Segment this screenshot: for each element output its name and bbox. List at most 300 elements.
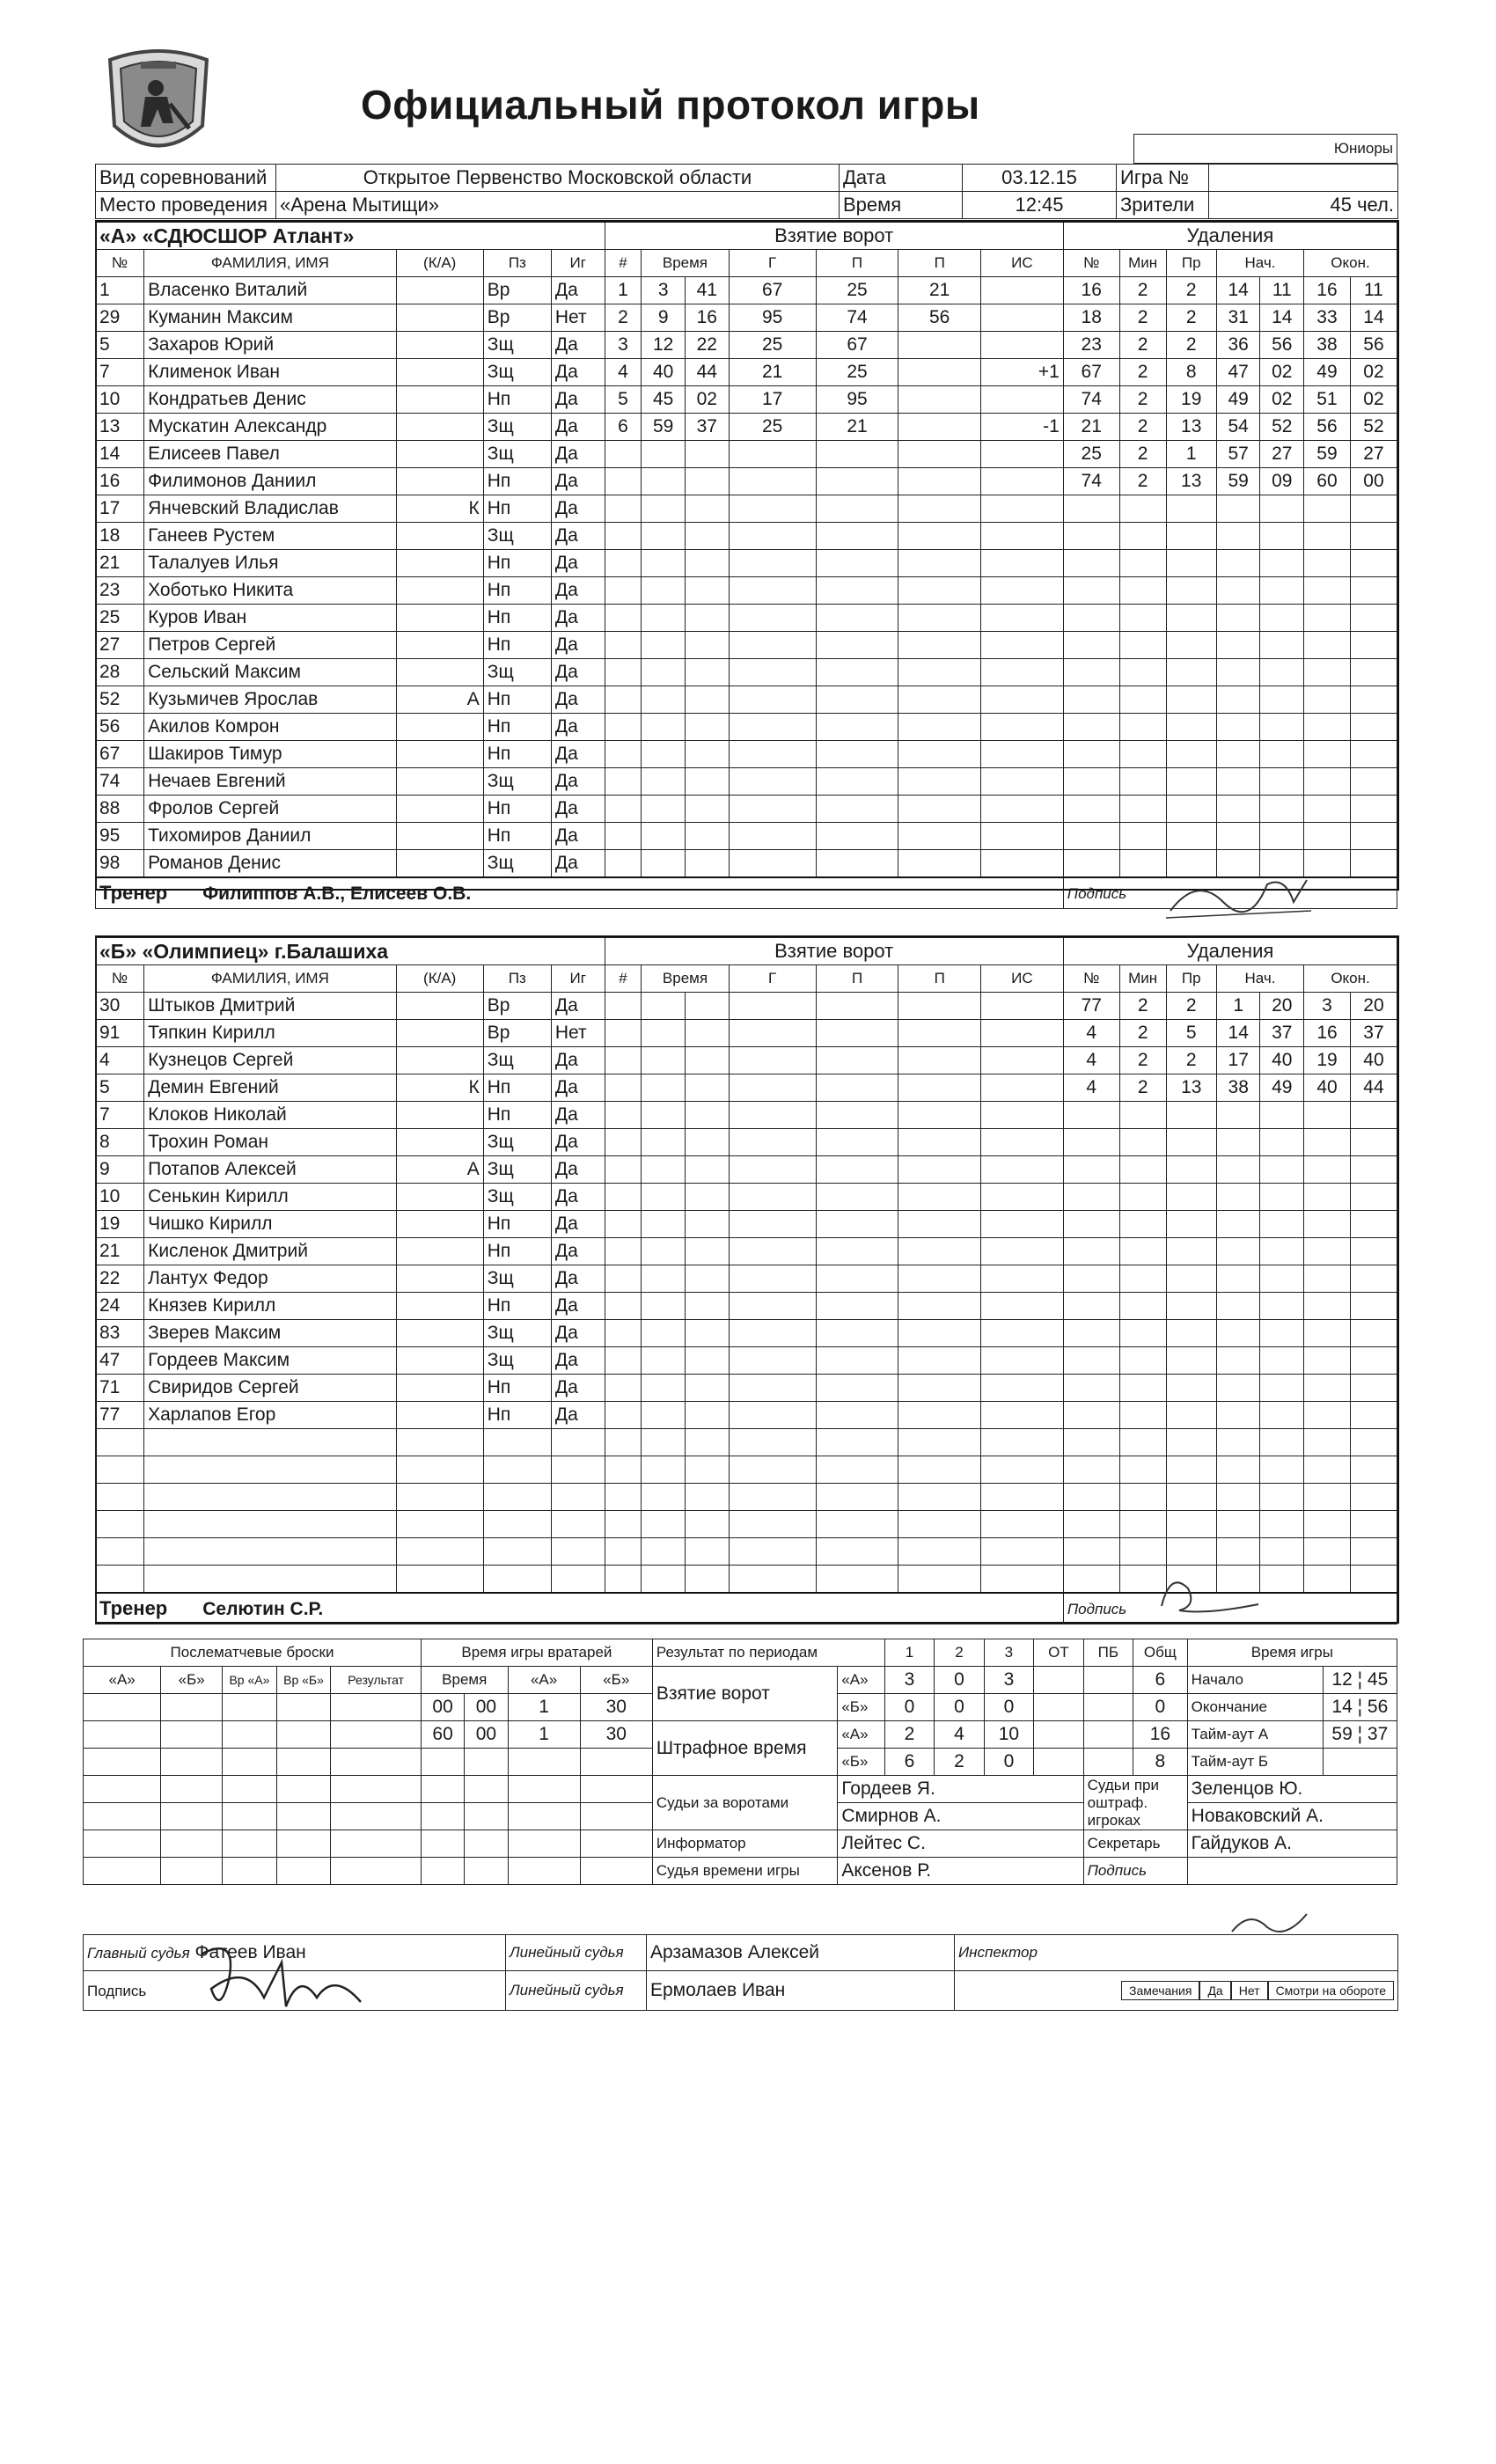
penalty-start-sec: 20 xyxy=(1260,993,1304,1020)
teamB-row xyxy=(96,1047,1397,1074)
empty-cell xyxy=(816,550,898,577)
empty-cell xyxy=(1119,768,1166,796)
pim-team-b-label: «Б» xyxy=(838,1749,884,1776)
empty-cell xyxy=(685,1375,729,1402)
empty-cell xyxy=(483,1456,551,1484)
penalty-judge-1: Зеленцов Ю. xyxy=(1187,1776,1397,1803)
pim-a-p2: 4 xyxy=(935,1721,984,1749)
player-position: Нп xyxy=(483,386,551,414)
player-role xyxy=(396,1238,483,1265)
empty-cell xyxy=(816,1211,898,1238)
remarks-yes[interactable]: Да xyxy=(1199,1981,1230,2000)
teamA-row xyxy=(96,277,1397,304)
player-name: Свиридов Сергей xyxy=(144,1375,397,1402)
empty-cell xyxy=(1166,523,1216,550)
empty-cell xyxy=(816,1020,898,1047)
empty-cell xyxy=(605,577,642,605)
player-name: Чишко Кирилл xyxy=(144,1211,397,1238)
empty-cell xyxy=(685,686,729,714)
empty-cell xyxy=(1166,1156,1216,1184)
empty-cell xyxy=(981,1238,1064,1265)
goal-minute: 59 xyxy=(642,414,686,441)
goal-second: 16 xyxy=(685,304,729,332)
empty-cell xyxy=(981,1129,1064,1156)
player-position: Нп xyxy=(483,495,551,523)
empty-cell xyxy=(729,850,816,878)
player-role xyxy=(396,823,483,850)
penalty-reason: 2 xyxy=(1166,332,1216,359)
empty-cell xyxy=(685,850,729,878)
main-ref: Фатеев Иван xyxy=(194,1942,306,1962)
teamA-header-g_p1: П xyxy=(816,250,898,277)
shootout-title: Послематчевые броски xyxy=(84,1639,422,1667)
goal-scorer: 17 xyxy=(729,386,816,414)
player-role xyxy=(396,1184,483,1211)
goalie-time-header: Время xyxy=(421,1667,508,1694)
empty-cell xyxy=(642,1538,686,1566)
empty-cell xyxy=(1216,605,1260,632)
empty-cell xyxy=(685,768,729,796)
empty-cell xyxy=(144,1538,397,1566)
goal-assist-1: 25 xyxy=(816,277,898,304)
player-position: Нп xyxy=(483,796,551,823)
player-role xyxy=(396,1102,483,1129)
shootout-vr-b-header: Вр «Б» xyxy=(276,1667,331,1694)
empty-cell xyxy=(685,1484,729,1511)
player-name: Кузнецов Сергей xyxy=(144,1047,397,1074)
see-back: Смотри на обороте xyxy=(1268,1981,1394,2000)
empty-cell xyxy=(1063,850,1119,878)
empty-cell xyxy=(898,1265,981,1293)
penalty-minutes: 2 xyxy=(1119,1047,1166,1074)
empty-cell xyxy=(1350,1402,1397,1429)
teamA-row xyxy=(96,741,1397,768)
coach-b-signature xyxy=(1144,1562,1267,1624)
empty-cell xyxy=(605,659,642,686)
empty-cell xyxy=(1166,577,1216,605)
player-role: А xyxy=(396,686,483,714)
empty-cell xyxy=(1304,1538,1351,1566)
player-role xyxy=(396,714,483,741)
empty-cell xyxy=(605,850,642,878)
empty-cell xyxy=(981,659,1064,686)
empty-cell xyxy=(605,605,642,632)
player-role xyxy=(396,523,483,550)
player-position: Нп xyxy=(483,468,551,495)
empty-cell xyxy=(981,1156,1064,1184)
penalty-minutes: 2 xyxy=(1119,386,1166,414)
empty-cell xyxy=(729,1211,816,1238)
empty-cell xyxy=(685,1129,729,1156)
empty-cell xyxy=(96,1566,144,1594)
empty-cell xyxy=(1119,1456,1166,1484)
empty-cell xyxy=(816,686,898,714)
date-label: Дата xyxy=(840,165,963,192)
pim-team-a-label: «А» xyxy=(838,1721,884,1749)
teamB-header-ka: (К/А) xyxy=(396,965,483,993)
penalty-start-sec: 27 xyxy=(1260,441,1304,468)
player-role xyxy=(396,386,483,414)
empty-cell xyxy=(1304,1375,1351,1402)
player-position: Зщ xyxy=(483,332,551,359)
teamA-row xyxy=(96,768,1397,796)
player-number: 7 xyxy=(96,359,144,386)
empty-cell xyxy=(144,1566,397,1594)
teamB-row xyxy=(96,1211,1397,1238)
empty-cell xyxy=(605,632,642,659)
empty-cell xyxy=(1304,1402,1351,1429)
empty-cell xyxy=(1119,1402,1166,1429)
empty-cell xyxy=(1166,796,1216,823)
empty-cell xyxy=(1119,659,1166,686)
empty-cell xyxy=(898,1129,981,1156)
empty-cell xyxy=(981,796,1064,823)
empty-cell xyxy=(729,1320,816,1347)
empty-cell xyxy=(898,1402,981,1429)
empty-cell xyxy=(981,850,1064,878)
empty-cell xyxy=(605,1156,642,1184)
player-position: Нп xyxy=(483,605,551,632)
empty-cell xyxy=(1119,796,1166,823)
goal-scorer: 25 xyxy=(729,332,816,359)
empty-cell xyxy=(1350,768,1397,796)
time-label: Время xyxy=(840,192,963,219)
empty-cell xyxy=(1350,823,1397,850)
teamA-signature-label: Подпись xyxy=(1067,885,1127,902)
penalty-reason: 2 xyxy=(1166,1047,1216,1074)
secretary: Гайдуков А. xyxy=(1187,1830,1397,1858)
empty-cell xyxy=(898,1456,981,1484)
empty-cell xyxy=(144,1484,397,1511)
empty-cell xyxy=(1260,1293,1304,1320)
player-position: Нп xyxy=(483,1293,551,1320)
empty-cell xyxy=(1260,659,1304,686)
player-role xyxy=(396,1320,483,1347)
player-position: Нп xyxy=(483,1102,551,1129)
goals-team-a-label: «А» xyxy=(838,1667,884,1694)
empty-cell xyxy=(729,686,816,714)
empty-cell xyxy=(898,741,981,768)
empty-cell xyxy=(1063,1375,1119,1402)
empty-cell xyxy=(1166,1238,1216,1265)
empty-cell xyxy=(1216,796,1260,823)
empty-cell xyxy=(1350,1184,1397,1211)
empty-cell xyxy=(1063,823,1119,850)
empty-cell xyxy=(685,741,729,768)
team-a-table xyxy=(95,222,1397,909)
goals-b-p2: 0 xyxy=(935,1694,984,1721)
player-name: Елисеев Павел xyxy=(144,441,397,468)
goal-assist-2: 56 xyxy=(898,304,981,332)
main-ref-signature-label: Подпись xyxy=(87,1983,147,1999)
empty-cell xyxy=(685,495,729,523)
empty-cell xyxy=(898,993,981,1020)
empty-cell xyxy=(551,1484,605,1511)
empty-cell xyxy=(1063,1538,1119,1566)
penalty-minutes: 2 xyxy=(1119,993,1166,1020)
empty-cell xyxy=(1304,1211,1351,1238)
goal-judge-2: Смирнов А. xyxy=(838,1803,1083,1830)
pb-header: ПБ xyxy=(1083,1639,1133,1667)
player-role xyxy=(396,441,483,468)
goal-strength xyxy=(981,277,1064,304)
goal-minute: 9 xyxy=(642,304,686,332)
empty-cell xyxy=(816,523,898,550)
empty-cell xyxy=(1260,1265,1304,1293)
player-number: 4 xyxy=(96,1047,144,1074)
player-name: Гордеев Максим xyxy=(144,1347,397,1375)
penalty-end-min: 51 xyxy=(1304,386,1351,414)
empty-cell xyxy=(685,993,729,1020)
goal-minute: 45 xyxy=(642,386,686,414)
empty-cell xyxy=(1216,1320,1260,1347)
penalty-end-sec: 20 xyxy=(1350,993,1397,1020)
player-played: Да xyxy=(551,1047,605,1074)
time-value: 12:45 xyxy=(963,192,1117,219)
pim-b-p2: 2 xyxy=(935,1749,984,1776)
penalty-reason: 2 xyxy=(1166,993,1216,1020)
empty-cell xyxy=(605,1184,642,1211)
player-number: 95 xyxy=(96,823,144,850)
empty-cell xyxy=(1350,714,1397,741)
empty-cell xyxy=(1119,1293,1166,1320)
player-number: 10 xyxy=(96,1184,144,1211)
teamA-row xyxy=(96,386,1397,414)
player-position: Нп xyxy=(483,577,551,605)
player-name: Власенко Виталий xyxy=(144,277,397,304)
empty-cell xyxy=(1304,1347,1351,1375)
empty-cell xyxy=(816,1375,898,1402)
empty-cell xyxy=(1166,1429,1216,1456)
empty-cell xyxy=(605,1484,642,1511)
inspector-label: Инспектор xyxy=(955,1935,1398,1971)
teamB-row xyxy=(96,1102,1397,1129)
teamB-title: «Б» «Олимпиец» г.Балашиха xyxy=(96,938,605,965)
goal-scorer: 95 xyxy=(729,304,816,332)
empty-cell xyxy=(1350,1129,1397,1156)
penalty-start-min: 49 xyxy=(1216,386,1260,414)
empty-cell xyxy=(1260,1102,1304,1129)
teamA-header-p_pr: Пр xyxy=(1166,250,1216,277)
empty-cell xyxy=(1350,1238,1397,1265)
empty-cell xyxy=(685,1538,729,1566)
teamB-row xyxy=(96,1402,1397,1429)
start-hour: 12 xyxy=(1331,1669,1353,1690)
teamB-row xyxy=(96,1484,1397,1511)
goal-minute: 40 xyxy=(642,359,686,386)
empty-cell xyxy=(1304,1156,1351,1184)
player-name: Штыков Дмитрий xyxy=(144,993,397,1020)
empty-cell xyxy=(1304,714,1351,741)
teamB-header-no: № xyxy=(96,965,144,993)
empty-cell xyxy=(729,605,816,632)
empty-cell xyxy=(898,1238,981,1265)
goal-second: 02 xyxy=(685,386,729,414)
empty-cell xyxy=(642,659,686,686)
empty-cell xyxy=(981,993,1064,1020)
empty-cell xyxy=(1063,1184,1119,1211)
empty-cell xyxy=(1119,850,1166,878)
date-value: 03.12.15 xyxy=(963,165,1117,192)
penalty-end-sec: 56 xyxy=(1350,332,1397,359)
player-position: Зщ xyxy=(483,359,551,386)
empty-cell xyxy=(1304,1238,1351,1265)
empty-cell xyxy=(981,1265,1064,1293)
empty-cell xyxy=(605,686,642,714)
player-name: Лантух Федор xyxy=(144,1265,397,1293)
empty-cell xyxy=(1350,659,1397,686)
player-played: Да xyxy=(551,523,605,550)
empty-cell xyxy=(642,1484,686,1511)
empty-cell xyxy=(898,495,981,523)
pim-label: Штрафное время xyxy=(652,1721,837,1776)
player-role xyxy=(396,659,483,686)
player-role xyxy=(396,1375,483,1402)
teamB-header-g_p1: П xyxy=(816,965,898,993)
player-played: Да xyxy=(551,741,605,768)
empty-cell xyxy=(898,1293,981,1320)
periods-title: Результат по периодам xyxy=(652,1639,884,1667)
empty-cell xyxy=(1304,768,1351,796)
empty-cell xyxy=(729,823,816,850)
player-role xyxy=(396,605,483,632)
empty-cell xyxy=(1260,1511,1304,1538)
empty-cell xyxy=(396,1566,483,1594)
player-number: 30 xyxy=(96,993,144,1020)
remarks-no[interactable]: Нет xyxy=(1231,1981,1268,2000)
empty-cell xyxy=(1119,1484,1166,1511)
empty-cell xyxy=(1350,523,1397,550)
player-name: Тихомиров Даниил xyxy=(144,823,397,850)
player-played: Да xyxy=(551,1074,605,1102)
player-played: Да xyxy=(551,277,605,304)
player-played: Да xyxy=(551,1102,605,1129)
empty-cell xyxy=(685,441,729,468)
goal-assist-1: 74 xyxy=(816,304,898,332)
empty-cell xyxy=(1304,796,1351,823)
player-number: 23 xyxy=(96,577,144,605)
gametime-title: Время игры xyxy=(1187,1639,1397,1667)
player-played: Да xyxy=(551,1402,605,1429)
empty-cell xyxy=(1063,1211,1119,1238)
player-role xyxy=(396,993,483,1020)
penalty-reason: 13 xyxy=(1166,468,1216,495)
player-role xyxy=(396,304,483,332)
goals-a-p1: 3 xyxy=(884,1667,934,1694)
secretary-label: Секретарь xyxy=(1083,1830,1187,1858)
teamA-row xyxy=(96,714,1397,741)
teamA-header-no: № xyxy=(96,250,144,277)
empty-cell xyxy=(642,1429,686,1456)
player-role xyxy=(396,1020,483,1047)
empty-cell xyxy=(898,1347,981,1375)
player-position: Нп xyxy=(483,632,551,659)
empty-cell xyxy=(1216,823,1260,850)
penalty-start-sec: 56 xyxy=(1260,332,1304,359)
teamB-row xyxy=(96,1429,1397,1456)
teamB-row xyxy=(96,1156,1397,1184)
teamB-header-p_end: Окон. xyxy=(1304,965,1397,993)
pim-b-pb xyxy=(1083,1749,1133,1776)
empty-cell xyxy=(605,796,642,823)
empty-cell xyxy=(981,1293,1064,1320)
empty-cell xyxy=(898,823,981,850)
empty-cell xyxy=(1216,1402,1260,1429)
empty-cell xyxy=(1350,1511,1397,1538)
player-number: 5 xyxy=(96,332,144,359)
teamA-coach-name: Филиппов А.В., Елисеев О.В. xyxy=(202,884,472,904)
empty-cell xyxy=(685,577,729,605)
goal-second: 44 xyxy=(685,359,729,386)
player-position: Вр xyxy=(483,304,551,332)
empty-cell xyxy=(729,1484,816,1511)
timeout-b-label: Тайм-аут Б xyxy=(1187,1749,1323,1776)
empty-cell xyxy=(1304,1429,1351,1456)
teamB-header-g_time: Время xyxy=(642,965,729,993)
empty-cell xyxy=(685,796,729,823)
teamB-header-g_num: # xyxy=(605,965,642,993)
player-played: Да xyxy=(551,1238,605,1265)
empty-cell xyxy=(483,1429,551,1456)
penalty-end-sec: 44 xyxy=(1350,1074,1397,1102)
empty-cell xyxy=(396,1538,483,1566)
empty-cell xyxy=(1119,1184,1166,1211)
empty-cell xyxy=(816,577,898,605)
empty-cell xyxy=(898,1375,981,1402)
empty-cell xyxy=(685,1238,729,1265)
teamA-row xyxy=(96,686,1397,714)
player-position: Вр xyxy=(483,993,551,1020)
empty-cell xyxy=(605,523,642,550)
goal-number: 5 xyxy=(605,386,642,414)
empty-cell xyxy=(685,1511,729,1538)
empty-cell xyxy=(642,1511,686,1538)
player-position: Нп xyxy=(483,1074,551,1102)
teamA-row xyxy=(96,359,1397,386)
empty-cell xyxy=(729,1102,816,1129)
player-number: 8 xyxy=(96,1129,144,1156)
empty-cell xyxy=(144,1429,397,1456)
empty-cell xyxy=(1304,1566,1351,1594)
player-position: Зщ xyxy=(483,1347,551,1375)
empty-cell xyxy=(1166,1402,1216,1429)
player-number: 83 xyxy=(96,1320,144,1347)
player-number: 9 xyxy=(96,1156,144,1184)
empty-cell xyxy=(816,468,898,495)
empty-cell xyxy=(729,1238,816,1265)
teamB-header-ig: Иг xyxy=(551,965,605,993)
empty-cell xyxy=(816,495,898,523)
teamA-row xyxy=(96,550,1397,577)
penalty-end-min: 59 xyxy=(1304,441,1351,468)
penalty-start-min: 17 xyxy=(1216,1047,1260,1074)
empty-cell xyxy=(1119,1238,1166,1265)
teamA-header-pz: Пз xyxy=(483,250,551,277)
empty-cell xyxy=(981,1538,1064,1566)
empty-cell xyxy=(642,1238,686,1265)
spectators-value: 45 чел. xyxy=(1209,192,1398,219)
empty-cell xyxy=(605,1375,642,1402)
empty-cell xyxy=(642,850,686,878)
player-role xyxy=(396,550,483,577)
teamB-header-p_min: Мин xyxy=(1119,965,1166,993)
empty-cell xyxy=(685,605,729,632)
empty-cell xyxy=(729,1156,816,1184)
start-label: Начало xyxy=(1187,1667,1323,1694)
empty-cell xyxy=(1216,1211,1260,1238)
penalty-end-min: 16 xyxy=(1304,1020,1351,1047)
empty-cell xyxy=(729,796,816,823)
